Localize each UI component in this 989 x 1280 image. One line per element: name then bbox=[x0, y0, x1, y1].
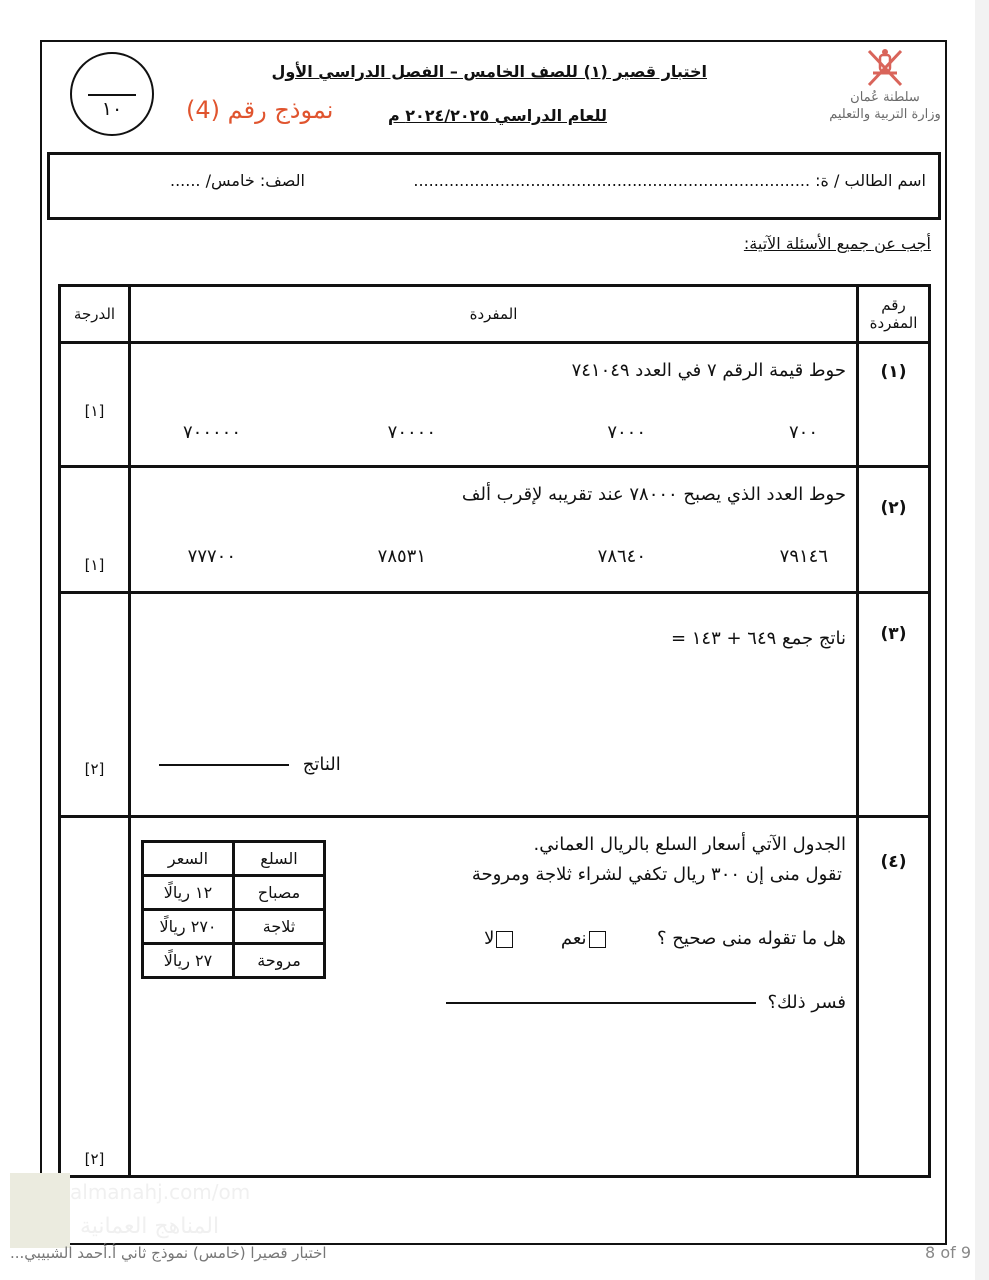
question-row-4 bbox=[60, 817, 930, 1177]
explain-label: فسر ذلك؟ bbox=[767, 992, 846, 1013]
price-header-price: السعر bbox=[143, 842, 234, 876]
score-fraction-line bbox=[88, 94, 136, 96]
student-class-field[interactable]: الصف: خامس/ ...... bbox=[170, 171, 305, 190]
question-body bbox=[130, 593, 858, 817]
question-text-line-2: تقول منى إن ٣٠٠ ريال تكفي لشراء ثلاجة ومروحة bbox=[471, 864, 842, 885]
no-checkbox[interactable] bbox=[496, 931, 513, 948]
grade-cell bbox=[60, 817, 130, 1177]
score-total: ١٠ bbox=[101, 98, 123, 120]
grade-value: [٢] bbox=[84, 760, 105, 778]
grade-value: [١] bbox=[84, 556, 105, 574]
question-number: (١) bbox=[858, 343, 930, 467]
question-number: (٢) bbox=[858, 467, 930, 593]
question-body bbox=[130, 817, 858, 1177]
oman-emblem-icon bbox=[863, 45, 907, 89]
answer-option[interactable]: ٧٩١٤٦ bbox=[779, 546, 828, 567]
instructions: أجب عن جميع الأسئلة الآتية: bbox=[743, 234, 931, 253]
question-prompt: هل ما تقوله منى صحيح ؟ bbox=[657, 928, 846, 949]
watermark-url: almanahj.com/om bbox=[70, 1180, 251, 1204]
question-text-line-1: الجدول الآتي أسعار السلع بالريال العماني. bbox=[533, 834, 846, 855]
student-info-box bbox=[47, 152, 941, 220]
item-name: ثلاجة bbox=[234, 910, 325, 944]
price-row bbox=[143, 910, 325, 944]
page-indicator: 8 of 9 bbox=[925, 1243, 971, 1262]
grade-cell bbox=[60, 343, 130, 467]
price-row bbox=[143, 876, 325, 910]
header-number: رقم المفردة bbox=[858, 286, 930, 343]
grade-cell bbox=[60, 593, 130, 817]
price-table bbox=[141, 840, 326, 979]
question-text: حوط العدد الذي يصبح ٧٨٠٠٠ عند تقريبه لإقرب ألف bbox=[461, 484, 846, 505]
model-number-label: نموذج رقم (4) bbox=[186, 96, 334, 124]
header-item: المفردة bbox=[130, 286, 858, 343]
question-body bbox=[130, 343, 858, 467]
logo-line-2: وزارة التربية والتعليم bbox=[829, 107, 941, 122]
watermark-name: المناهج العمانية bbox=[80, 1214, 220, 1239]
yes-checkbox[interactable] bbox=[589, 931, 606, 948]
academic-year: للعام الدراسي ٢٠٢٤/٢٠٢٥ م bbox=[387, 106, 607, 125]
yes-label: نعم bbox=[560, 928, 587, 949]
question-body bbox=[130, 467, 858, 593]
grade-value: [١] bbox=[84, 402, 105, 420]
question-number: (٣) bbox=[858, 593, 930, 817]
logo-line-1: سلطنة عُمان bbox=[850, 90, 920, 105]
item-name: مروحة bbox=[234, 944, 325, 978]
no-label: لا bbox=[484, 928, 495, 949]
document-title: اختبار قصيرا (خامس) نموذج ثاني أ.أحمد الشبيبي... bbox=[10, 1244, 327, 1262]
answer-option[interactable]: ٧٠٠٠ bbox=[607, 422, 646, 443]
question-text: ناتج جمع ٦٤٩ + ١٤٣ = bbox=[670, 628, 846, 649]
explain-field[interactable] bbox=[446, 992, 846, 1013]
viewer-scroll-strip bbox=[975, 0, 989, 1280]
price-header-item: السلع bbox=[234, 842, 325, 876]
item-price: ١٢ ريالًا bbox=[143, 876, 234, 910]
question-row-3 bbox=[60, 593, 930, 817]
answer-option[interactable]: ٧٠٠٠٠٠ bbox=[182, 422, 241, 443]
item-price: ٢٧ ريالًا bbox=[143, 944, 234, 978]
table-header-row bbox=[60, 286, 930, 343]
price-row bbox=[143, 944, 325, 978]
header-grade: الدرجة bbox=[60, 286, 130, 343]
item-name: مصباح bbox=[234, 876, 325, 910]
question-number: (٤) bbox=[858, 817, 930, 1177]
question-text: حوط قيمة الرقم ٧ في العدد ٧٤١٠٤٩ bbox=[571, 360, 846, 381]
answer-label: الناتج bbox=[302, 754, 341, 775]
answer-option[interactable]: ٧٨٦٤٠ bbox=[597, 546, 646, 567]
answer-option[interactable]: ٧٧٧٠٠ bbox=[187, 546, 236, 567]
price-table-header bbox=[143, 842, 325, 876]
student-name-field[interactable]: اسم الطالب / ة: .............................................................................. bbox=[413, 171, 926, 190]
answer-option[interactable]: ٧٠٠٠٠ bbox=[387, 422, 436, 443]
explain-line[interactable] bbox=[446, 1002, 756, 1004]
answer-field[interactable] bbox=[159, 754, 341, 775]
grade-value: [٢] bbox=[84, 1150, 105, 1168]
answer-line[interactable] bbox=[159, 764, 289, 766]
yes-no-question bbox=[484, 928, 846, 949]
question-row-1 bbox=[60, 343, 930, 467]
question-row-2 bbox=[60, 467, 930, 593]
questions-table bbox=[58, 284, 931, 1178]
answer-option[interactable]: ٧٠٠ bbox=[788, 422, 818, 443]
item-price: ٢٧٠ ريالًا bbox=[143, 910, 234, 944]
answer-option[interactable]: ٧٨٥٣١ bbox=[377, 546, 426, 567]
watermark-logo bbox=[10, 1173, 70, 1248]
grade-cell bbox=[60, 467, 130, 593]
score-circle bbox=[70, 52, 154, 136]
ministry-logo bbox=[825, 45, 945, 140]
exam-title: اختبار قصير (١) للصف الخامس – الفصل الدراسي الأول bbox=[271, 62, 707, 81]
